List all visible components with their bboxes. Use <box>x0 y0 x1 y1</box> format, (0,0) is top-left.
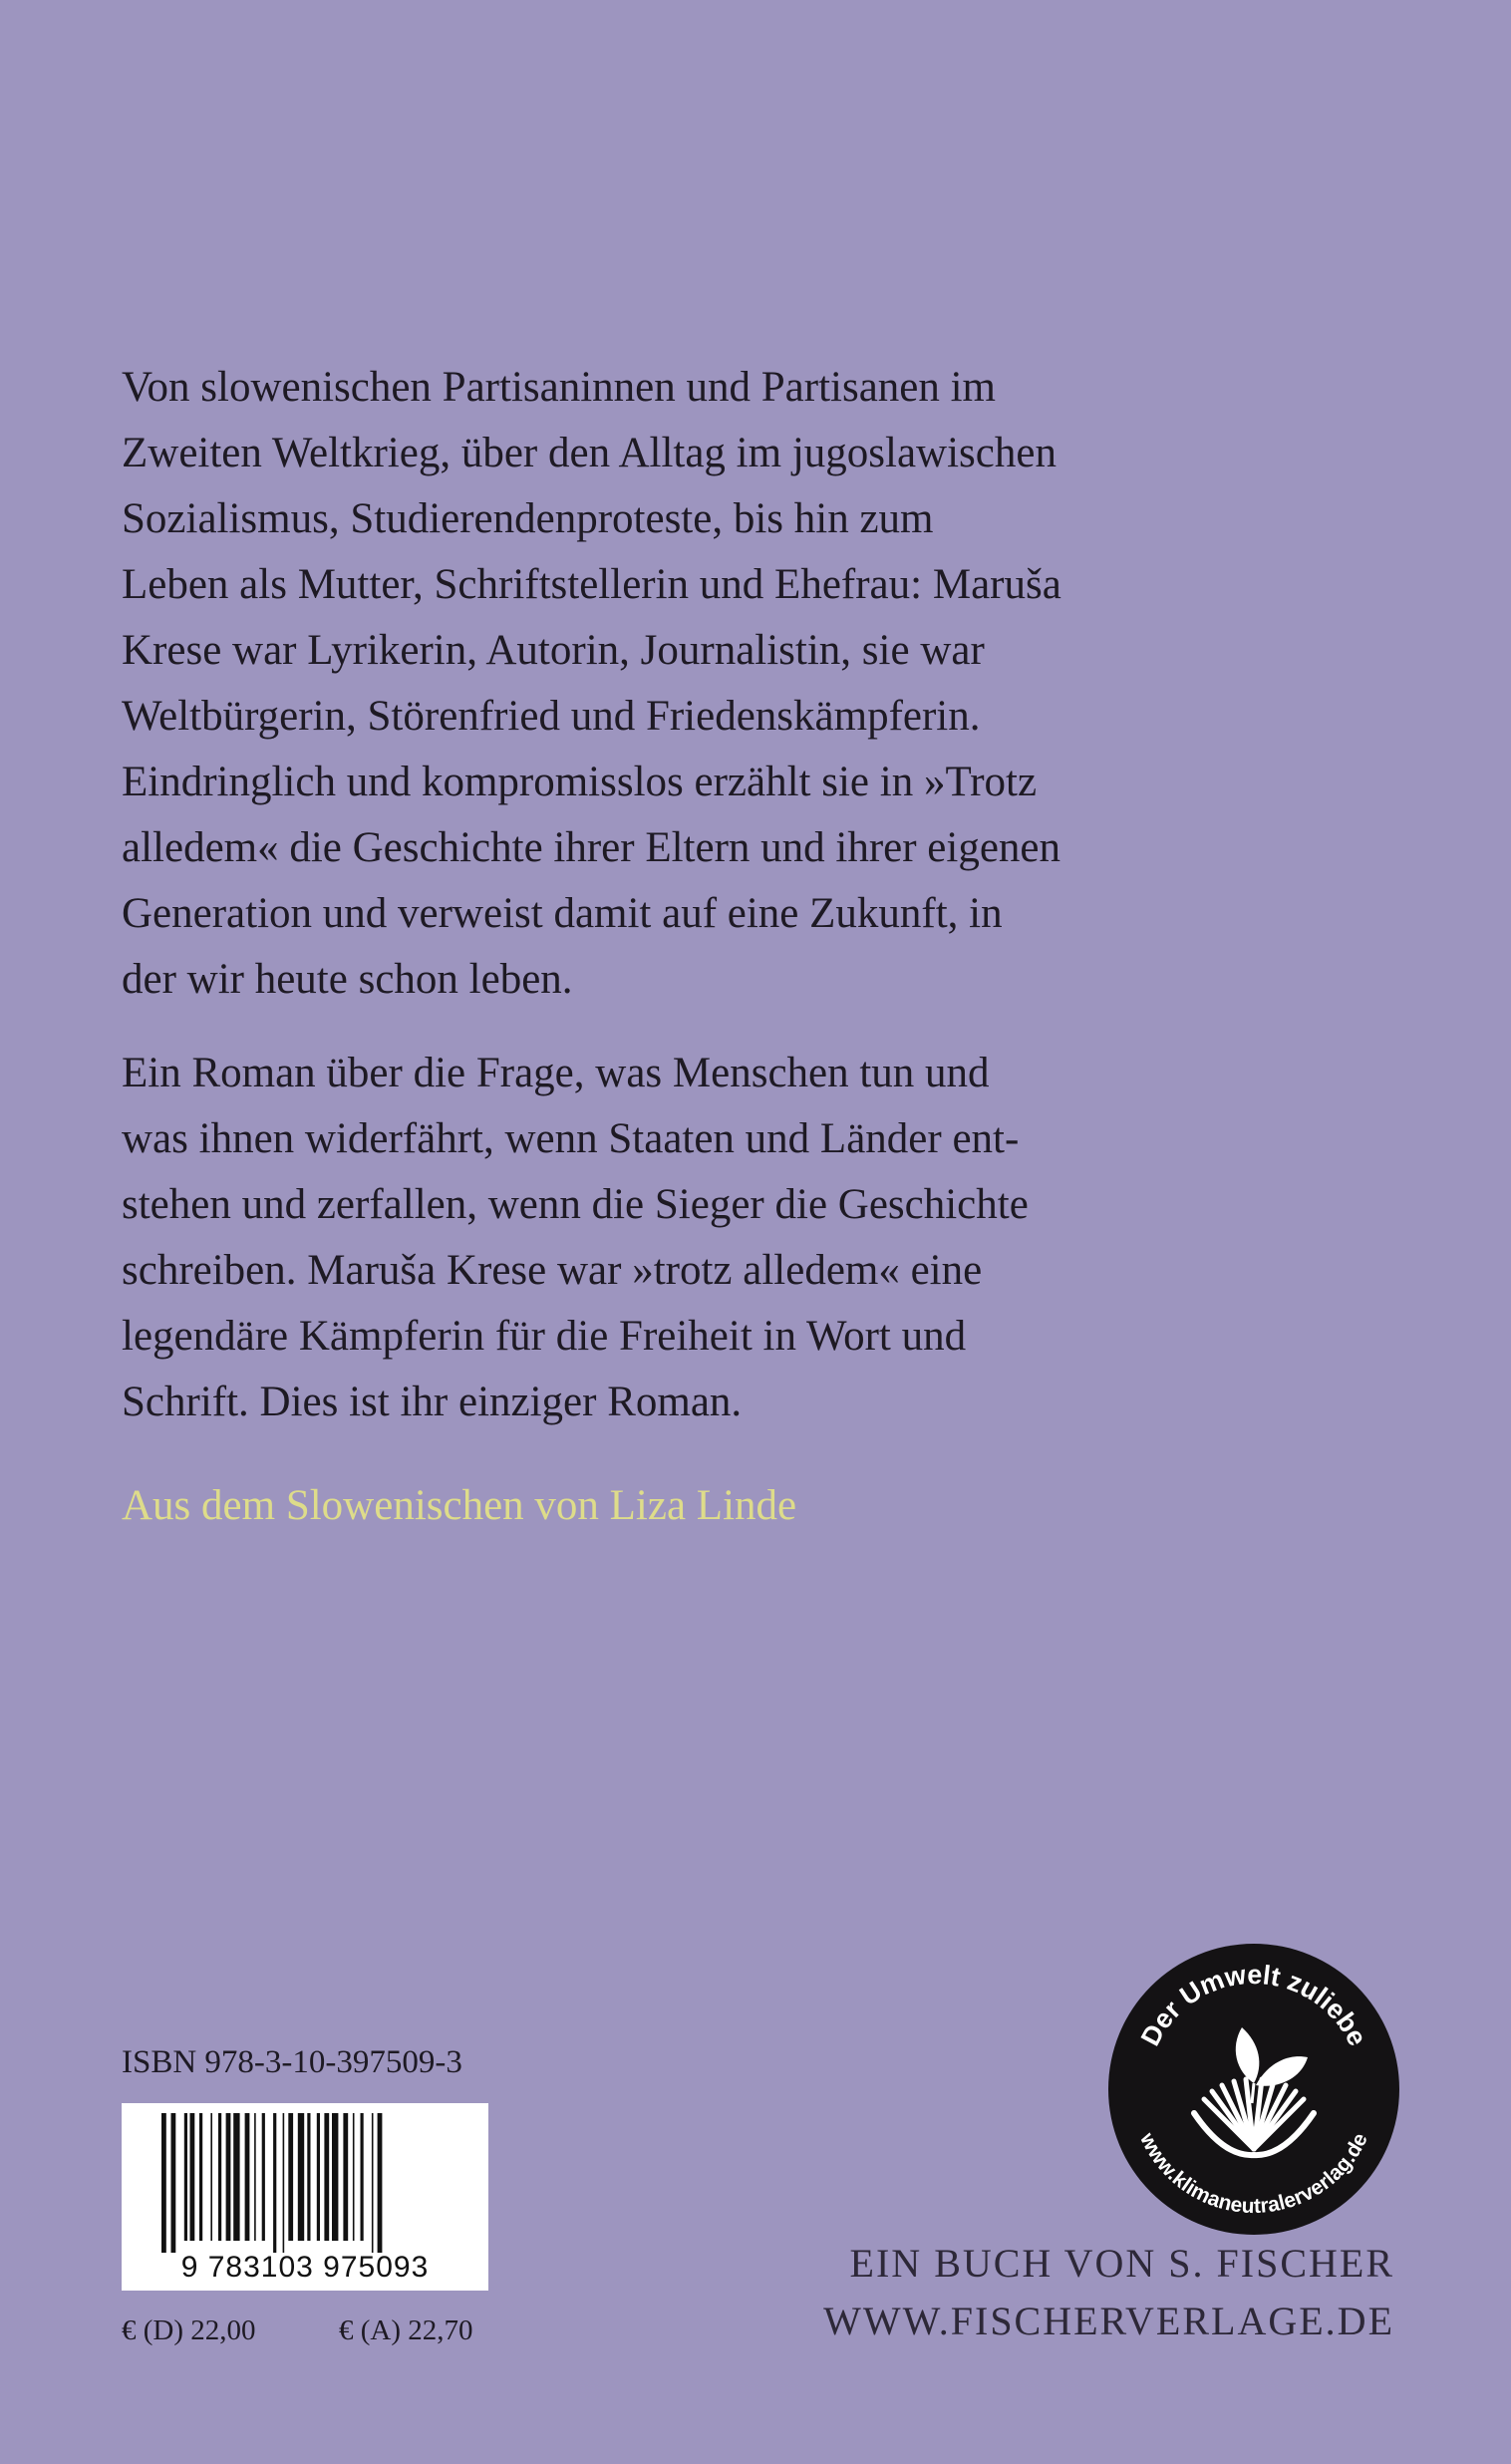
seal-top-text: Der Umwelt zuliebe <box>1134 1959 1373 2051</box>
blurb-line: was ihnen widerfährt, wenn Staaten und Länder ent- <box>122 1115 1020 1162</box>
price-austria: € (A) 22,70 <box>339 2314 473 2346</box>
barcode-bar <box>171 2113 176 2253</box>
blurb-line: schreiben. Maruša Krese war »trotz alledem« eine <box>122 1247 983 1294</box>
barcode <box>122 2103 488 2291</box>
barcode-bar <box>307 2113 310 2241</box>
blurb-text <box>122 355 1298 1435</box>
barcode-bar <box>378 2113 383 2253</box>
barcode-bar <box>273 2113 276 2253</box>
blurb-line: Ein Roman über die Frage, was Menschen tun und <box>122 1050 990 1096</box>
blurb-paragraph-1 <box>122 355 1298 1013</box>
blurb-line: alledem« die Geschichte ihrer Eltern und ihrer eigenen <box>122 824 1061 871</box>
blurb-line: Zweiten Weltkrieg, über den Alltag im jugoslawischen <box>122 430 1057 476</box>
blurb-line: Sozialismus, Studierendenproteste, bis hin zum <box>122 495 934 542</box>
blurb-line: Krese war Lyrikerin, Autorin, Journalistin, sie war <box>122 627 985 674</box>
barcode-bar <box>283 2113 285 2253</box>
blurb-line: Schrift. Dies ist ihr einziger Roman. <box>122 1379 743 1425</box>
barcode-bar <box>254 2113 256 2241</box>
blurb-line: Von slowenischen Partisaninnen und Partisanen im <box>122 364 997 411</box>
price-germany: € (D) 22,00 <box>122 2314 256 2346</box>
barcode-bar <box>190 2113 195 2241</box>
barcode-bar <box>161 2113 166 2253</box>
barcode-bars <box>122 2103 488 2253</box>
barcode-bar <box>343 2113 348 2241</box>
seal-bottom-text: www.klimaneutralerverlag.de <box>1135 2129 1372 2219</box>
barcode-digits: 9 783103 975093 <box>180 2251 430 2284</box>
blurb-line: Generation und verweist damit auf eine Zukunft, in <box>122 890 1003 937</box>
barcode-bar <box>226 2113 231 2241</box>
barcode-bar <box>332 2113 338 2241</box>
barcode-bar <box>218 2113 221 2241</box>
blurb-paragraph-2 <box>122 1041 1298 1435</box>
barcode-bar <box>298 2113 304 2241</box>
barcode-bar <box>184 2113 187 2241</box>
barcode-bar <box>245 2113 250 2241</box>
barcode-bar <box>324 2113 329 2241</box>
barcode-bar <box>353 2113 355 2241</box>
isbn-label: ISBN 978-3-10-397509-3 <box>122 2044 462 2080</box>
barcode-bar <box>372 2113 374 2253</box>
barcode-bar <box>233 2113 239 2241</box>
blurb-line: Weltbürgerin, Störenfried und Friedenskämpferin. <box>122 693 981 740</box>
barcode-bar <box>199 2113 202 2241</box>
barcode-bar <box>288 2113 293 2241</box>
blurb-line: stehen und zerfallen, wenn die Sieger die Geschichte <box>122 1181 1029 1228</box>
climate-neutral-seal <box>1108 1944 1399 2235</box>
barcode-bar <box>262 2113 265 2241</box>
publisher-line: EIN BUCH VON S. FISCHER <box>849 2241 1394 2286</box>
blurb-line: Leben als Mutter, Schriftstellerin und Ehefrau: Maruša <box>122 561 1061 608</box>
barcode-bar <box>210 2113 212 2241</box>
translator-credit: Aus dem Slowenischen von Liza Linde <box>122 1482 797 1529</box>
blurb-line: der wir heute schon leben. <box>122 956 573 1003</box>
blurb-line: Eindringlich und kompromisslos erzählt sie in »Trotz <box>122 759 1038 805</box>
publisher-url: WWW.FISCHERVERLAGE.DE <box>823 2299 1394 2343</box>
barcode-bar <box>361 2113 364 2241</box>
publisher-block <box>823 2235 1394 2350</box>
barcode-bar <box>317 2113 320 2241</box>
blurb-line: legendäre Kämpferin für die Freiheit in Wort und <box>122 1313 967 1360</box>
